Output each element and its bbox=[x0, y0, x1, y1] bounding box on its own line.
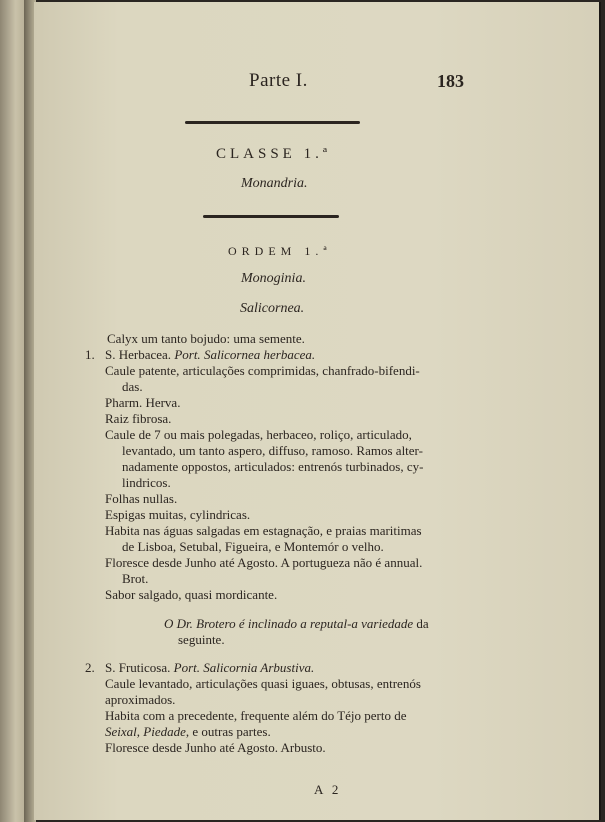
classe-heading: CLASSE 1.ª bbox=[216, 146, 331, 162]
species-2-title bbox=[105, 660, 314, 675]
species-1-line: Folhas nullas. bbox=[105, 491, 178, 506]
place-seixal: Seixal bbox=[105, 724, 137, 739]
generic-character: Calyx um tanto bojudo: uma semente. bbox=[107, 331, 305, 346]
species-2-name: S. Fruticosa. bbox=[105, 660, 171, 675]
header-rule bbox=[185, 121, 360, 124]
place-piedade: Piedade bbox=[143, 724, 186, 739]
species-2-line: Habita com a precedente, frequente além do Téjo perto de bbox=[105, 708, 407, 723]
species-1-line: lindricos. bbox=[122, 475, 171, 490]
ordem-name: Monoginia. bbox=[241, 271, 306, 286]
classe-name: Monandria. bbox=[241, 176, 308, 191]
brotero-note-continuation: seguinte. bbox=[178, 632, 225, 647]
species-2-number: 2. bbox=[85, 660, 95, 675]
species-1-line: Pharm. Herva. bbox=[105, 395, 181, 410]
species-1-line: Raiz fibrosa. bbox=[105, 411, 172, 426]
species-2-line: Caule levantado, articulações quasi iguaes, obtusas, entrenós bbox=[105, 676, 421, 691]
running-header-part: Parte I. bbox=[249, 70, 308, 91]
species-1-line: Caule patente, articulações comprimidas, chanfrado-bifendi- bbox=[105, 363, 420, 378]
species-2-line: aproximados. bbox=[105, 692, 176, 707]
species-1-line: nadamente oppostos, articulados: entrenós turbinados, cy- bbox=[122, 459, 424, 474]
species-1-line: Sabor salgado, quasi mordicante. bbox=[105, 587, 278, 602]
species-1-line: Espigas muitas, cylindricas. bbox=[105, 507, 251, 522]
facing-page-edge bbox=[0, 0, 26, 822]
place-separator: , bbox=[136, 724, 144, 739]
species-1-number: 1. bbox=[85, 347, 95, 362]
brotero-note-italic: O Dr. Brotero é inclinado a reputal-a variedade bbox=[164, 616, 414, 631]
species-2-port-name: Salicornia Arbustiva. bbox=[203, 660, 315, 675]
species-2-places-line bbox=[105, 724, 271, 739]
species-1-port-name: Salicornea herbacea. bbox=[203, 347, 316, 362]
species-1-line: Caule de 7 ou mais polegadas, herbaceo, roliço, articulado, bbox=[105, 427, 412, 442]
species-2-port-label: Port. bbox=[173, 660, 200, 675]
page-number: 183 bbox=[437, 71, 464, 91]
species-2-last-line: Floresce desde Junho até Agosto. Arbusto. bbox=[105, 740, 326, 755]
species-1-title bbox=[105, 347, 315, 362]
section-rule bbox=[203, 215, 339, 218]
species-1-name: S. Herbacea. bbox=[105, 347, 172, 362]
species-1-line: das. bbox=[122, 379, 143, 394]
genus-name: Salicornea. bbox=[240, 301, 305, 316]
species-1-line: de Lisboa, Setubal, Figueira, e Montemór o velho. bbox=[122, 539, 384, 554]
species-1-port-label: Port. bbox=[174, 347, 201, 362]
ordem-heading: ORDEM 1.ª bbox=[228, 244, 332, 258]
species-1-line: levantado, um tanto aspero, diffuso, ramoso. Ramos alter- bbox=[122, 443, 423, 458]
species-1-line: Brot. bbox=[122, 571, 149, 586]
brotero-note-roman: da bbox=[416, 616, 429, 631]
species-1-line: Floresce desde Junho até Agosto. A portugueza não é annual. bbox=[105, 555, 423, 570]
species-1-line: Habita nas águas salgadas em estagnação, e praias maritimas bbox=[105, 523, 422, 538]
places-rest: , e outras partes. bbox=[185, 724, 271, 739]
signature-mark: A 2 bbox=[314, 782, 342, 797]
brotero-note bbox=[164, 616, 429, 631]
